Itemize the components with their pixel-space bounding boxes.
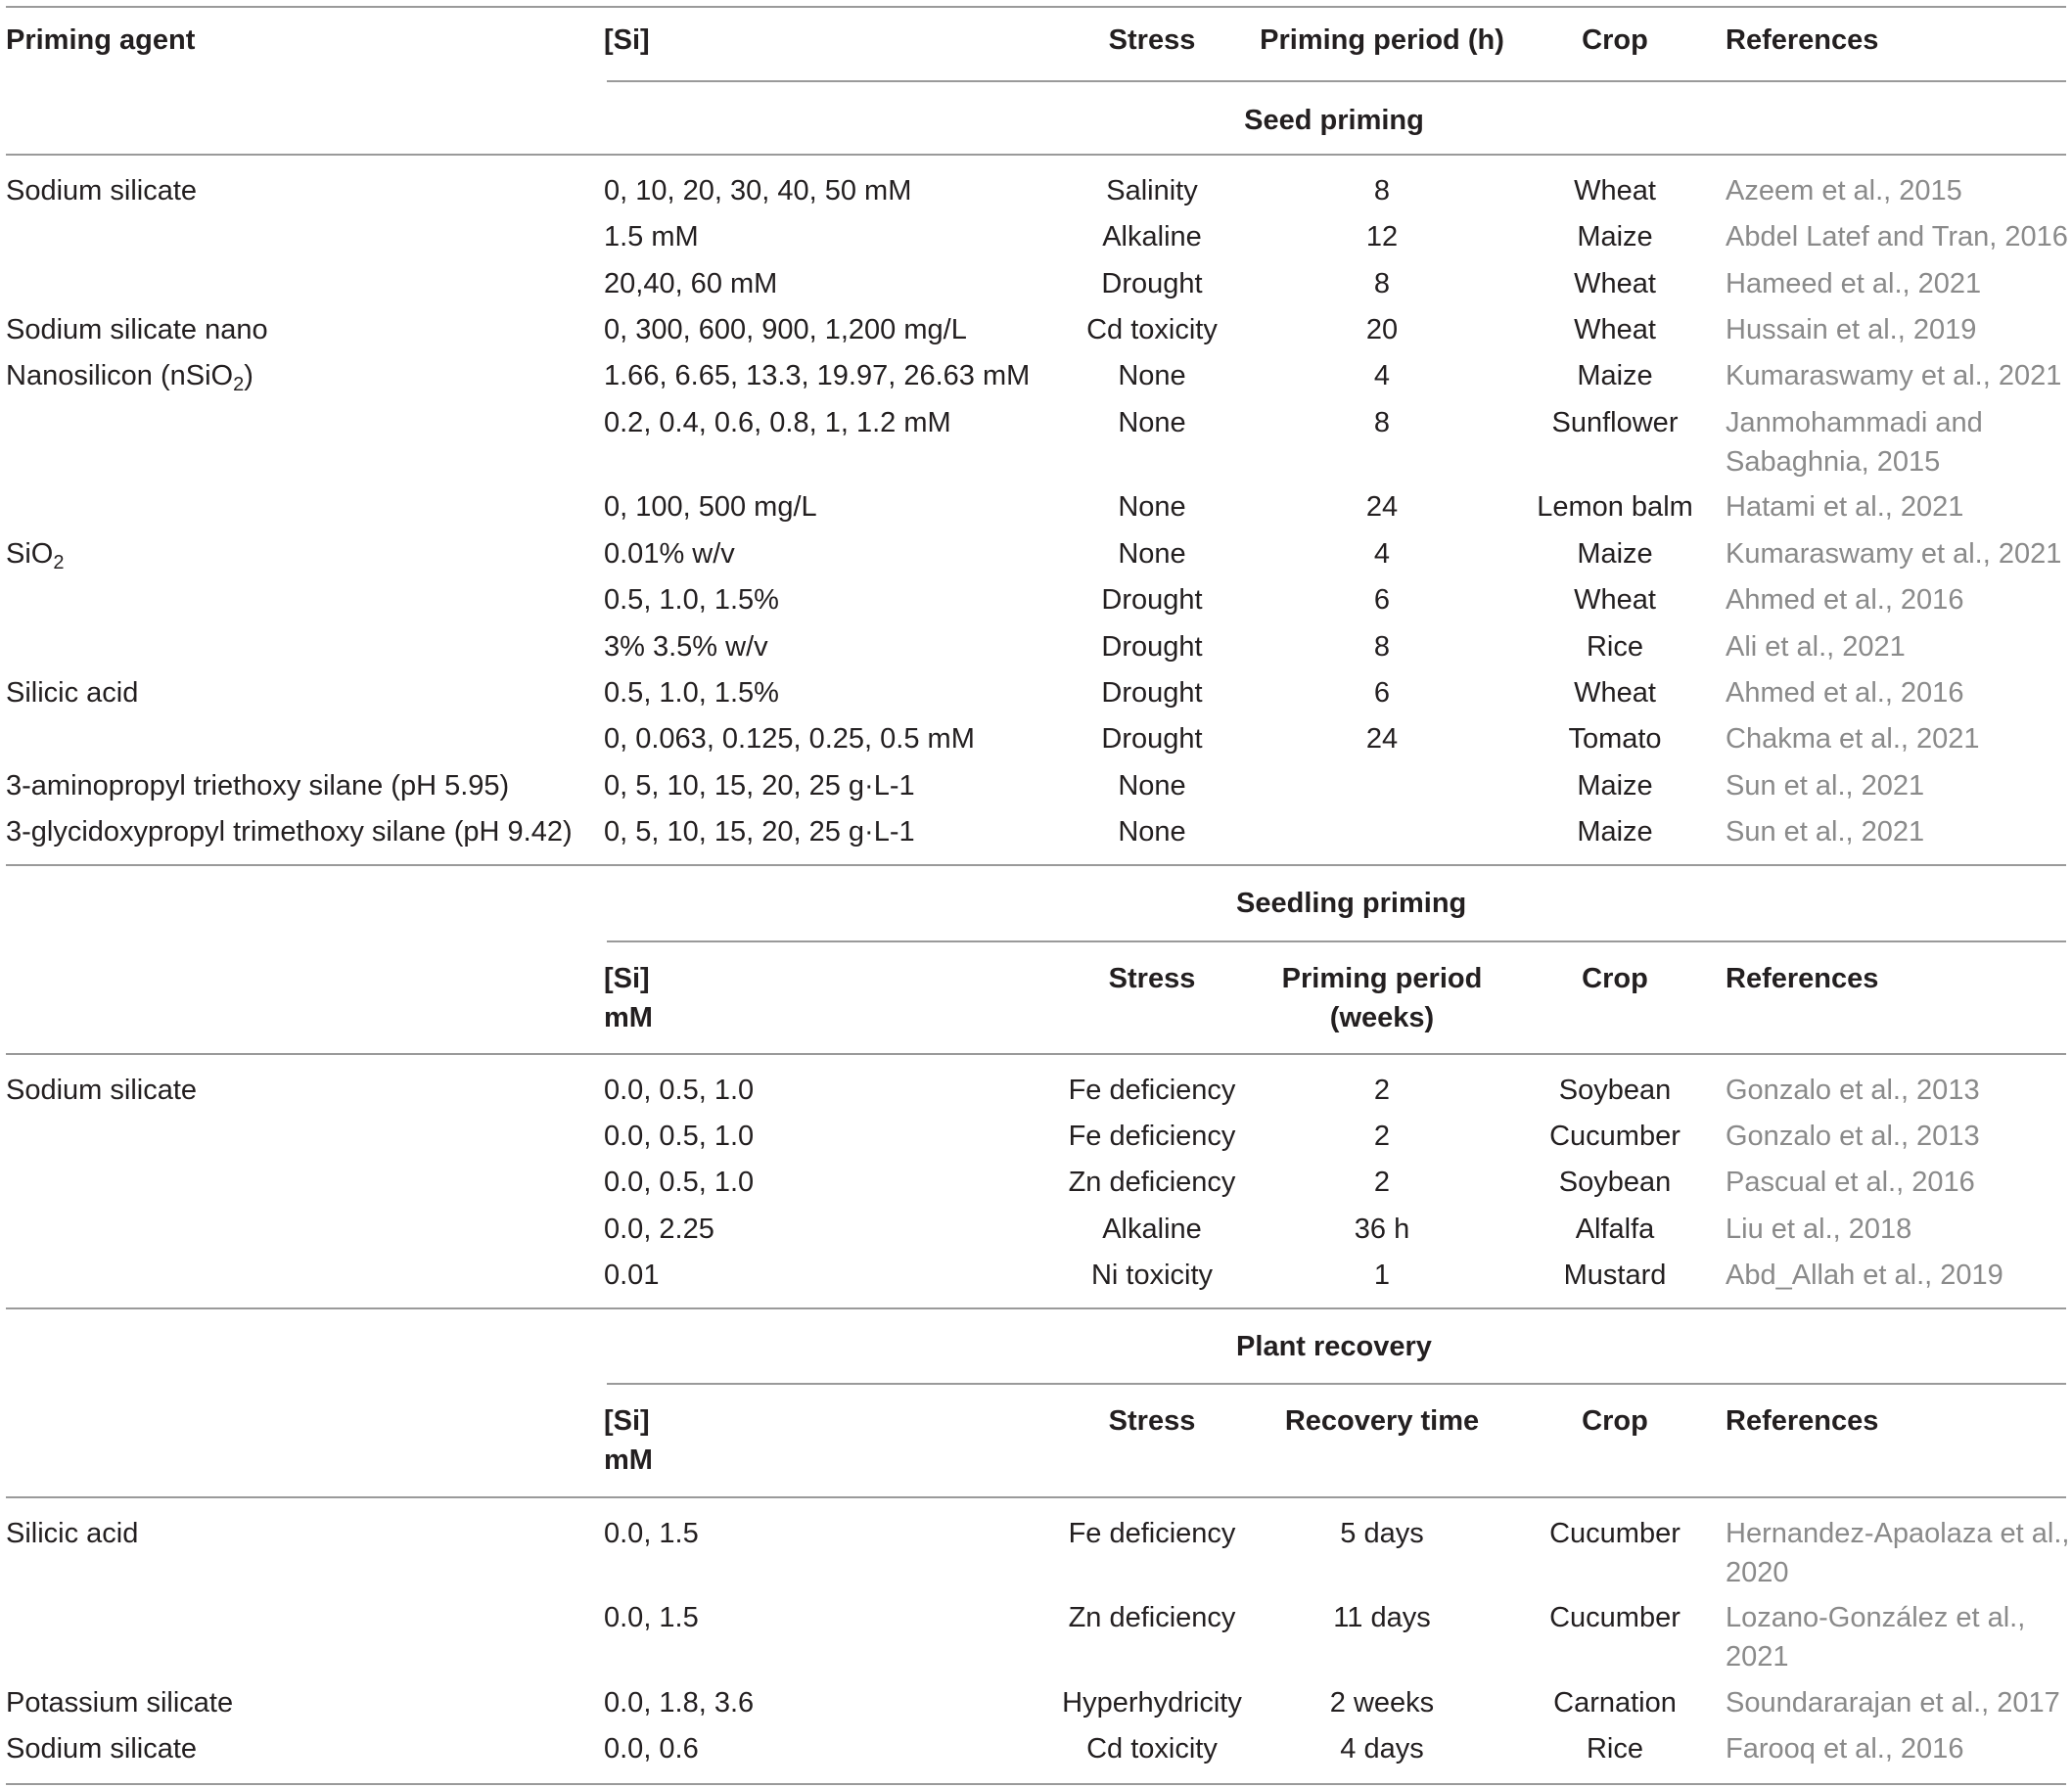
stress-cell: Salinity (1106, 175, 1198, 206)
period-cell: 2 (1373, 1121, 1391, 1152)
crop-cell: Rice (1586, 1733, 1643, 1765)
table-row (0, 306, 2072, 353)
si-concentration-cell: 0.0, 0.6 (604, 1733, 699, 1765)
table-top-rule (6, 6, 2066, 8)
stress-cell: Drought (1101, 723, 1203, 755)
seedling-header-crop: Crop (1582, 963, 1648, 994)
si-concentration-cell: 0.5, 1.0, 1.5% (604, 584, 779, 616)
reference-cell: Hatami et al., 2021 (1726, 491, 1964, 523)
period-cell: 20 (1365, 314, 1399, 345)
period-cell: 4 (1373, 538, 1391, 570)
recovery-header-crop: Crop (1582, 1405, 1648, 1437)
period-cell (1235, 762, 1529, 809)
priming-agent-cell: Silicic acid (6, 677, 139, 709)
reference-cell (1726, 399, 1983, 487)
header-priming-agent: Priming agent (6, 24, 196, 56)
si-concentration-cell: 20,40, 60 mM (604, 268, 778, 299)
table-row (0, 483, 2072, 530)
seedling-header-row (0, 959, 2072, 1037)
si-concentration-cell: 0, 5, 10, 15, 20, 25 g·L-1 (604, 816, 915, 848)
seedling-header-period (1235, 959, 1529, 1037)
reference-cell: Abdel Latef and Tran, 2016 (1726, 221, 2068, 252)
stress-cell: None (1118, 538, 1186, 570)
si-concentration-cell: 1.66, 6.65, 13.3, 19.97, 26.63 mM (604, 360, 1031, 391)
period-cell: 12 (1365, 221, 1399, 252)
recovery-title-rule (607, 1383, 2066, 1385)
si-concentration-cell: 0.01 (604, 1260, 660, 1291)
crop-cell: Maize (1577, 360, 1653, 391)
header-crop: Crop (1582, 24, 1648, 56)
section-title-seed-priming: Seed priming (1244, 105, 1424, 136)
stress-cell: Drought (1101, 584, 1203, 616)
header-si: [Si] (604, 24, 650, 56)
stress-cell: Alkaline (1102, 221, 1202, 252)
table-row (0, 352, 2072, 399)
priming-agent-cell: Sodium silicate (6, 175, 198, 206)
table-row (0, 1206, 2072, 1253)
reference-cell (1726, 1510, 2069, 1598)
reference-cell: Hussain et al., 2019 (1726, 314, 1977, 345)
priming-agent-cell: 3-glycidoxypropyl trimethoxy silane (pH 9.42) (6, 816, 573, 848)
period-cell: 24 (1365, 723, 1399, 755)
reference-cell: Soundararajan et al., 2017 (1726, 1687, 2060, 1719)
reference-cell: Kumaraswamy et al., 2021 (1726, 360, 2062, 391)
seedling-header-si-line2: mM (604, 1002, 653, 1033)
crop-cell: Lemon balm (1537, 491, 1693, 523)
seedling-header-period-line2: (weeks) (1329, 1002, 1435, 1033)
table-row (0, 1679, 2072, 1726)
seedling-header-si-line1: [Si] (604, 963, 650, 994)
recovery-header-period: Recovery time (1284, 1405, 1480, 1437)
stress-cell: None (1118, 816, 1186, 848)
seedling-header-rule (6, 1053, 2066, 1055)
section-divider-seedling (6, 864, 2066, 866)
crop-cell: Soybean (1558, 1167, 1672, 1198)
reference-cell: Gonzalo et al., 2013 (1726, 1121, 1980, 1152)
priming-agent-cell: Silicic acid (6, 1518, 139, 1549)
stress-cell: Cd toxicity (1086, 314, 1218, 345)
crop-cell: Cucumber (1549, 1518, 1681, 1549)
table-row (0, 1159, 2072, 1206)
table-row (0, 762, 2072, 809)
si-concentration-cell: 0, 0.063, 0.125, 0.25, 0.5 mM (604, 723, 975, 755)
table-row (0, 1594, 2072, 1678)
si-concentration-cell: 0.0, 2.25 (604, 1214, 714, 1245)
period-cell: 4 days (1340, 1733, 1424, 1765)
table-row (0, 715, 2072, 762)
crop-cell: Wheat (1574, 268, 1656, 299)
table-row (0, 213, 2072, 260)
period-cell: 4 (1373, 360, 1391, 391)
crop-cell: Sunflower (1551, 407, 1679, 438)
table-header-row (0, 17, 2072, 64)
table-row (0, 1113, 2072, 1160)
stress-cell: Drought (1101, 268, 1203, 299)
reference-cell: Kumaraswamy et al., 2021 (1726, 538, 2062, 570)
reference-cell: Farooq et al., 2016 (1726, 1733, 1964, 1765)
si-concentration-cell: 0.01% w/v (604, 538, 735, 570)
period-cell: 8 (1373, 268, 1391, 299)
reference-line-1: Lozano-González et al., (1726, 1602, 2026, 1633)
stress-cell: None (1118, 770, 1186, 802)
recovery-header-rule (6, 1496, 2066, 1498)
period-cell: 24 (1365, 491, 1399, 523)
priming-agent-subscript: 2 (233, 374, 245, 395)
crop-cell: Maize (1577, 816, 1653, 848)
stress-cell: Zn deficiency (1068, 1602, 1236, 1633)
si-concentration-cell: 0.0, 1.5 (604, 1602, 699, 1633)
table-row (0, 167, 2072, 214)
header-sub-rule (607, 80, 2066, 82)
crop-cell: Wheat (1574, 314, 1656, 345)
reference-line-1: Hernandez-Apaolaza et al., (1726, 1518, 2070, 1549)
stress-cell: None (1118, 360, 1186, 391)
reference-cell: Abd_Allah et al., 2019 (1726, 1260, 2003, 1291)
crop-cell: Mustard (1563, 1260, 1667, 1291)
reference-cell: Sun et al., 2021 (1726, 816, 1925, 848)
priming-agent-cell: Potassium silicate (6, 1687, 234, 1719)
crop-cell: Cucumber (1549, 1602, 1681, 1633)
period-cell: 1 (1373, 1260, 1391, 1291)
table-row (0, 1725, 2072, 1772)
reference-line-2: 2021 (1726, 1641, 1789, 1673)
reference-cell: Ali et al., 2021 (1726, 631, 1906, 663)
stress-cell: Fe deficiency (1068, 1121, 1236, 1152)
table-row (0, 399, 2072, 483)
crop-cell: Alfalfa (1575, 1214, 1655, 1245)
priming-agent-cell: Sodium silicate nano (6, 314, 268, 345)
priming-agent-cell: Sodium silicate (6, 1733, 198, 1765)
seedling-header-si (604, 959, 653, 1037)
crop-cell: Maize (1577, 538, 1653, 570)
si-concentration-cell: 0, 5, 10, 15, 20, 25 g·L-1 (604, 770, 915, 802)
stress-cell: Drought (1101, 677, 1203, 709)
stress-cell: Drought (1101, 631, 1203, 663)
stress-cell: None (1118, 491, 1186, 523)
table-row (0, 669, 2072, 716)
stress-cell: None (1118, 407, 1186, 438)
section-title-plant-recovery: Plant recovery (1236, 1331, 1432, 1362)
priming-agent-text: SiO (6, 538, 54, 570)
table-bottom-rule (6, 1783, 2066, 1785)
reference-cell: Ahmed et al., 2016 (1726, 677, 1964, 709)
priming-agent-cell (6, 530, 64, 577)
reference-cell: Azeem et al., 2015 (1726, 175, 1962, 206)
header-references: References (1726, 24, 1879, 56)
seedling-header-stress: Stress (1108, 963, 1196, 994)
table-row (0, 808, 2072, 855)
period-cell (1235, 808, 1529, 855)
table-row (0, 576, 2072, 623)
crop-cell: Wheat (1574, 584, 1656, 616)
recovery-header-si-line1: [Si] (604, 1405, 650, 1437)
si-concentration-cell: 0, 100, 500 mg/L (604, 491, 817, 523)
crop-cell: Tomato (1568, 723, 1662, 755)
si-concentration-cell: 0, 300, 600, 900, 1,200 mg/L (604, 314, 967, 345)
recovery-header-si-line2: mM (604, 1444, 653, 1476)
crop-cell: Maize (1577, 770, 1653, 802)
priming-agent-cell (6, 352, 253, 399)
stress-cell: Alkaline (1102, 1214, 1202, 1245)
priming-agent-cell: 3-aminopropyl triethoxy silane (pH 5.95) (6, 770, 510, 802)
stress-cell: Cd toxicity (1086, 1733, 1218, 1765)
recovery-header-si (604, 1401, 653, 1480)
period-cell: 5 days (1340, 1518, 1424, 1549)
si-concentration-cell: 0.0, 0.5, 1.0 (604, 1121, 755, 1152)
period-cell: 2 (1373, 1167, 1391, 1198)
seedling-header-references: References (1726, 963, 1879, 994)
seedling-header-period-line1: Priming period (1281, 963, 1483, 994)
recovery-header-references: References (1726, 1405, 1879, 1437)
crop-cell: Carnation (1553, 1687, 1677, 1719)
priming-agent-text: Nanosilicon (nSiO (6, 360, 234, 391)
recovery-header-row (0, 1401, 2072, 1480)
reference-line-2: Sabaghnia, 2015 (1726, 446, 1941, 478)
period-cell: 6 (1373, 584, 1391, 616)
reference-cell: Pascual et al., 2016 (1726, 1167, 1975, 1198)
period-cell: 2 weeks (1329, 1687, 1435, 1719)
crop-cell: Cucumber (1549, 1121, 1681, 1152)
period-cell: 8 (1373, 175, 1391, 206)
reference-line-1: Janmohammadi and (1726, 407, 1983, 438)
table-row (0, 1510, 2072, 1594)
period-cell: 6 (1373, 677, 1391, 709)
si-concentration-cell: 0.0, 1.8, 3.6 (604, 1687, 755, 1719)
table-row (0, 530, 2072, 577)
si-concentration-cell: 0.0, 0.5, 1.0 (604, 1167, 755, 1198)
recovery-header-stress: Stress (1108, 1405, 1196, 1437)
reference-cell: Hameed et al., 2021 (1726, 268, 1982, 299)
header-priming-period: Priming period (h) (1260, 24, 1504, 56)
stress-cell: Zn deficiency (1068, 1167, 1236, 1198)
priming-agent-cell: Sodium silicate (6, 1075, 198, 1106)
si-concentration-cell: 1.5 mM (604, 221, 699, 252)
reference-cell (1726, 1594, 2025, 1682)
si-concentration-cell: 0.2, 0.4, 0.6, 0.8, 1, 1.2 mM (604, 407, 951, 438)
period-cell: 11 days (1333, 1602, 1431, 1633)
si-concentration-cell: 3% 3.5% w/v (604, 631, 768, 663)
crop-cell: Maize (1577, 221, 1653, 252)
period-cell: 8 (1373, 407, 1391, 438)
reference-cell: Liu et al., 2018 (1726, 1214, 1912, 1245)
period-cell: 36 h (1354, 1214, 1410, 1245)
section-divider-recovery (6, 1307, 2066, 1309)
reference-line-2: 2020 (1726, 1557, 1789, 1588)
stress-cell: Fe deficiency (1068, 1075, 1236, 1106)
si-concentration-cell: 0, 10, 20, 30, 40, 50 mM (604, 175, 912, 206)
period-cell: 2 (1373, 1075, 1391, 1106)
crop-cell: Soybean (1558, 1075, 1672, 1106)
table-row (0, 623, 2072, 670)
section-rule-seed (6, 154, 2066, 156)
si-concentration-cell: 0.0, 1.5 (604, 1518, 699, 1549)
reference-cell: Chakma et al., 2021 (1726, 723, 1980, 755)
reference-cell: Gonzalo et al., 2013 (1726, 1075, 1980, 1106)
priming-agent-subscript: 2 (53, 552, 65, 573)
seedling-title-rule (607, 940, 2066, 942)
crop-cell: Wheat (1574, 677, 1656, 709)
stress-cell: Fe deficiency (1068, 1518, 1236, 1549)
section-title-seedling-priming: Seedling priming (1236, 888, 1467, 919)
reference-cell: Sun et al., 2021 (1726, 770, 1925, 802)
priming-agent-suffix: ) (244, 360, 253, 391)
table-row (0, 1067, 2072, 1114)
table-row (0, 260, 2072, 307)
stress-cell: Hyperhydricity (1062, 1687, 1242, 1719)
header-stress: Stress (1108, 24, 1196, 56)
period-cell: 8 (1373, 631, 1391, 663)
crop-cell: Rice (1586, 631, 1643, 663)
reference-cell: Ahmed et al., 2016 (1726, 584, 1964, 616)
si-concentration-cell: 0.0, 0.5, 1.0 (604, 1075, 755, 1106)
stress-cell: Ni toxicity (1090, 1260, 1214, 1291)
crop-cell: Wheat (1574, 175, 1656, 206)
table-row (0, 1252, 2072, 1299)
si-concentration-cell: 0.5, 1.0, 1.5% (604, 677, 779, 709)
